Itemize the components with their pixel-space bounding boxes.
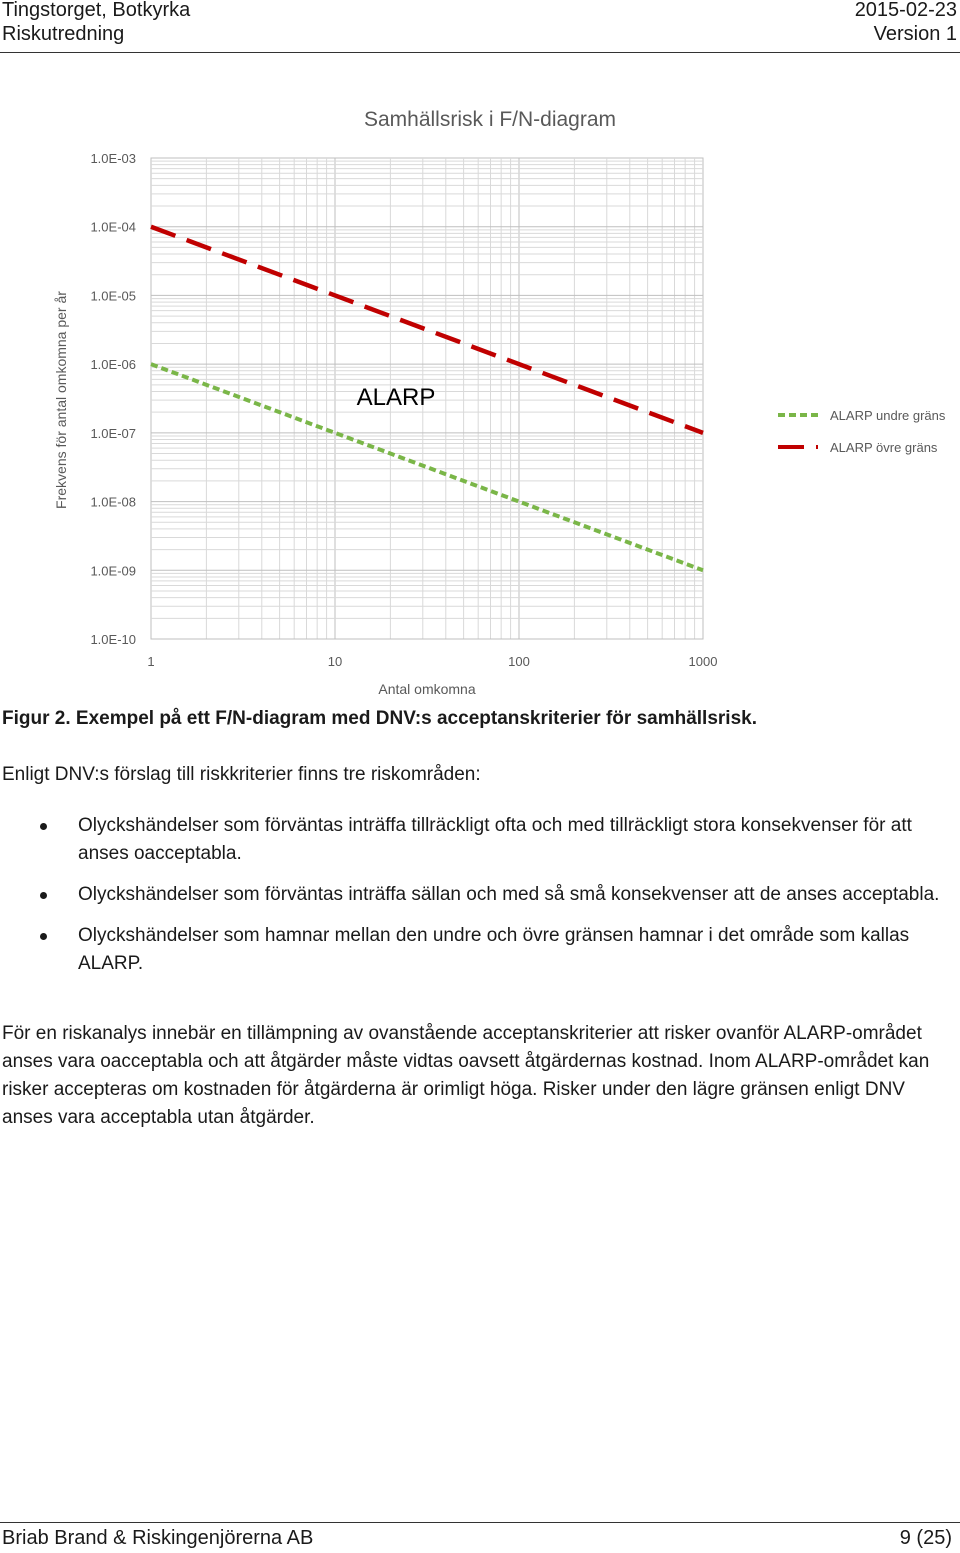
list-item xyxy=(0,922,958,978)
x-tick-label: 10 xyxy=(327,654,343,669)
chart-title: Samhällsrisk i F/N-diagram xyxy=(363,108,617,131)
y-tick-label: 1.0E-03 xyxy=(90,151,136,166)
y-tick-label: 1.0E-08 xyxy=(90,494,136,510)
x-axis-label: Antal omkomna xyxy=(378,681,476,697)
header-date: 2015-02-23 xyxy=(854,0,957,21)
y-tick-label: 1.0E-09 xyxy=(90,563,136,579)
legend-label: ALARP undre gräns xyxy=(830,408,946,423)
body-paragraph: För en riskanalys innebär en tillämpning av ovanstående acceptanskriterier att risker ovanför ALARP-området anses vara oacceptabla och att åtgärder måste vidtas oavsett åtgärdernas kostnad. Inom ALARP-området kan risker accepteras om kostnaden för åtgärderna är orimligt höga. Risker under den lägre gränsen enligt DNV anses vara acceptabla utan åtgärder. xyxy=(2,1023,930,1128)
x-tick-label: 100 xyxy=(508,654,530,669)
header-version: Version 1 xyxy=(873,23,957,45)
y-axis-label: Frekvens för antal omkomna per år xyxy=(53,291,69,509)
footer-company: Briab Brand & Riskingenjörerna AB xyxy=(2,1527,314,1549)
y-tick-label: 1.0E-10 xyxy=(90,632,136,647)
list-item-text: Olyckshändelser som förväntas inträffa tillräckligt ofta och med tillräckligt stora konsekvenser för att anses oacceptabla. xyxy=(78,815,912,864)
page-footer xyxy=(0,1522,960,1553)
bullet-icon xyxy=(40,892,47,899)
x-tick-label: 1000 xyxy=(688,654,718,669)
figure-caption: Figur 2. Exempel på ett F/N-diagram med DNV:s acceptanskriterier för samhällsrisk. xyxy=(2,708,757,729)
list-item xyxy=(0,812,958,868)
bullet-icon xyxy=(40,933,47,940)
intro-paragraph: Enligt DNV:s förslag till riskkriterier finns tre riskområden: xyxy=(2,764,481,785)
y-tick-label: 1.0E-04 xyxy=(90,219,136,235)
x-tick-label: 1 xyxy=(147,654,155,669)
y-tick-label: 1.0E-06 xyxy=(90,357,136,373)
list-item-text: Olyckshändelser som hamnar mellan den undre och övre gränsen hamnar i det område som kallas ALARP. xyxy=(78,925,910,974)
header-project: Tingstorget, Botkyrka xyxy=(2,0,191,21)
y-tick-label: 1.0E-07 xyxy=(90,425,136,441)
fn-diagram-chart xyxy=(0,90,960,700)
bullet-icon xyxy=(40,823,47,830)
risk-area-list xyxy=(0,812,960,991)
list-item-text: Olyckshändelser som förväntas inträffa sällan och med så små konsekvenser att de anses acceptabla. xyxy=(78,884,940,905)
legend-label: ALARP övre gräns xyxy=(830,440,938,455)
chart-legend xyxy=(778,408,946,455)
y-tick-label: 1.0E-05 xyxy=(90,288,136,304)
page-number: 9 (25) xyxy=(899,1527,952,1549)
alarp-annotation: ALARP xyxy=(356,384,436,411)
list-item xyxy=(0,881,958,909)
page-header xyxy=(0,0,960,53)
header-doc-type: Riskutredning xyxy=(2,23,125,45)
